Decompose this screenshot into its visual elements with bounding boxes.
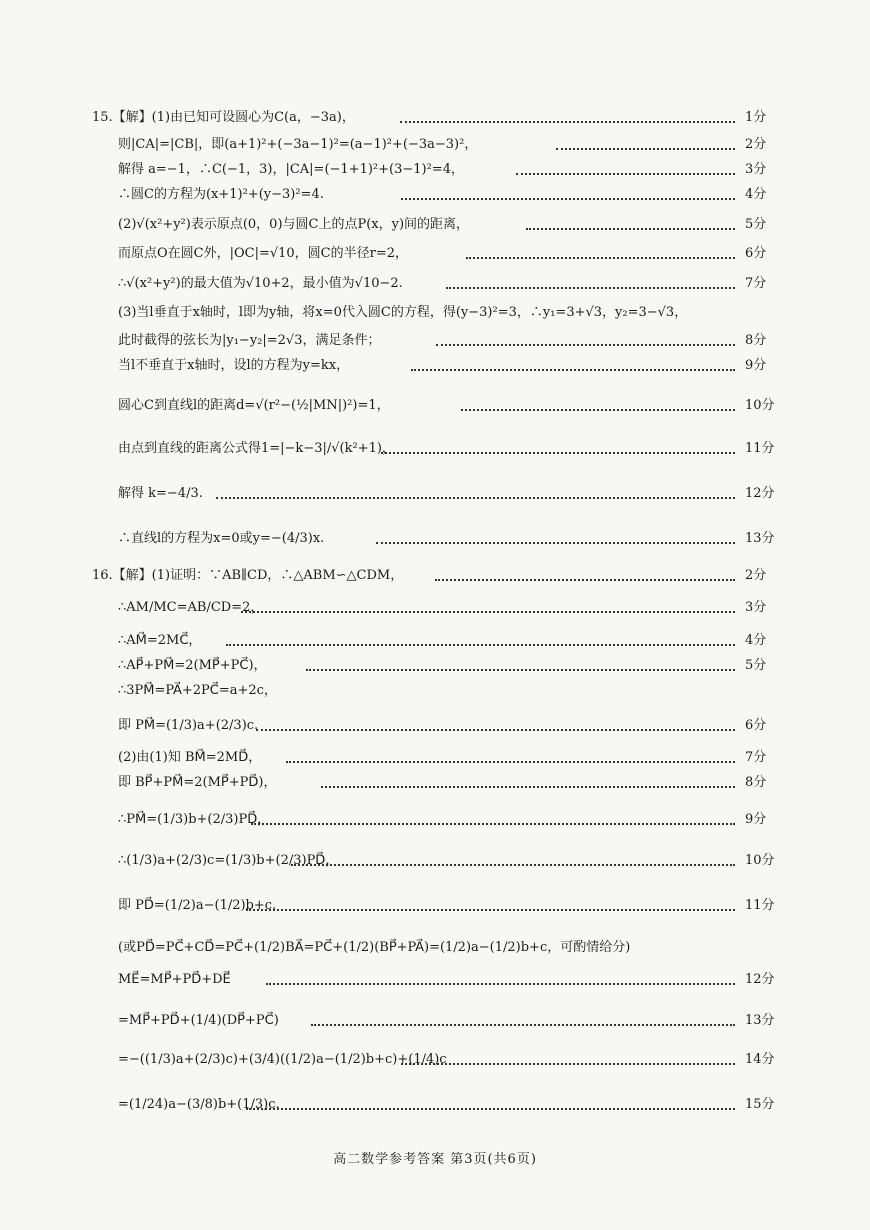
dot-leader bbox=[306, 667, 735, 671]
dot-leader bbox=[291, 862, 735, 866]
score-label: 9分 bbox=[745, 812, 767, 827]
answer-text: 15.【解】(1)由已知可设圆心为C(a，−3a)， bbox=[92, 110, 355, 125]
dot-leader bbox=[381, 450, 735, 454]
score-label: 12分 bbox=[745, 972, 775, 987]
dot-leader bbox=[516, 171, 735, 175]
answer-text: (或PD⃗=PC⃗+CD⃗=PC⃗+(1/2)BA⃗=PC⃗+(1/2)(BP⃗+PA⃗)=(1/2)a−(1/2)b+c，可酌情给分) bbox=[118, 940, 631, 955]
score-label: 9分 bbox=[745, 358, 767, 373]
score-label: 11分 bbox=[745, 898, 775, 913]
answer-text: =(1/24)a−(3/8)b+(1/3)c. bbox=[118, 1097, 280, 1112]
dot-leader bbox=[256, 727, 735, 731]
dot-leader bbox=[286, 759, 735, 763]
score-label: 12分 bbox=[745, 486, 775, 501]
score-label: 1分 bbox=[745, 110, 767, 125]
dot-leader bbox=[216, 495, 735, 499]
score-label: 2分 bbox=[745, 137, 767, 152]
score-label: 2分 bbox=[745, 568, 767, 583]
score-label: 3分 bbox=[745, 162, 767, 177]
dot-leader bbox=[556, 146, 735, 150]
dot-leader bbox=[401, 1061, 735, 1065]
answer-text: 解得 a=−1，∴C(−1，3)，|CA|=(−1+1)²+(3−1)²=4， bbox=[118, 162, 464, 177]
score-label: 14分 bbox=[745, 1052, 775, 1067]
dot-leader bbox=[400, 119, 735, 123]
answer-text: 即 BP⃗+PM⃗=2(MP⃗+PD⃗)， bbox=[118, 775, 277, 790]
dot-leader bbox=[526, 226, 735, 230]
score-label: 8分 bbox=[745, 333, 767, 348]
score-label: 3分 bbox=[745, 600, 767, 615]
dot-leader bbox=[321, 784, 735, 788]
answer-text: (2)由(1)知 BM⃗=2MD⃗， bbox=[118, 750, 262, 765]
answer-text: 解得 k=−4/3. bbox=[118, 486, 203, 501]
answer-text: ∴圆C的方程为(x+1)²+(y−3)²=4. bbox=[118, 187, 324, 202]
answer-text: 即 PD⃗=(1/2)a−(1/2)b+c. bbox=[118, 898, 277, 913]
score-label: 5分 bbox=[745, 217, 767, 232]
answer-text: 圆心C到直线l的距离d=√(r²−(½|MN|)²)=1， bbox=[118, 398, 390, 413]
answer-text: =−((1/3)a+(2/3)c)+(3/4)((1/2)a−(1/2)b+c)+(1/4)c bbox=[118, 1052, 447, 1067]
score-label: 10分 bbox=[745, 853, 775, 868]
dot-leader bbox=[446, 285, 735, 289]
score-label: 4分 bbox=[745, 187, 767, 202]
dot-leader bbox=[251, 821, 735, 825]
answer-text: ∴AM⃗=2MC⃗， bbox=[118, 633, 202, 648]
answer-text: 即 PM⃗=(1/3)a+(2/3)c. bbox=[118, 718, 259, 733]
dot-leader bbox=[466, 255, 735, 259]
score-label: 13分 bbox=[745, 531, 775, 546]
answer-text: ∴(1/3)a+(2/3)c=(1/3)b+(2/3)PD⃗， bbox=[118, 853, 339, 868]
dot-leader bbox=[435, 577, 735, 581]
score-label: 7分 bbox=[745, 276, 767, 291]
dot-leader bbox=[266, 981, 735, 985]
dot-leader bbox=[246, 1106, 735, 1110]
dot-leader bbox=[241, 609, 735, 613]
dot-leader bbox=[246, 907, 735, 911]
answer-text: ∴AM/MC=AB/CD=2， bbox=[118, 600, 264, 615]
answer-text: ME⃗=MP⃗+PD⃗+DE⃗ bbox=[118, 972, 231, 987]
page-footer: 高二数学参考答案 第3页(共6页) bbox=[333, 1152, 537, 1167]
answer-text: 由点到直线的距离公式得1=|−k−3|/√(k²+1)， bbox=[118, 441, 395, 456]
answer-text: ∴3PM⃗=PA⃗+2PC⃗=a+2c， bbox=[118, 683, 277, 698]
score-label: 13分 bbox=[745, 1013, 775, 1028]
dot-leader bbox=[436, 342, 735, 346]
answer-text: (2)√(x²+y²)表示原点(0，0)与圆C上的点P(x，y)间的距离， bbox=[118, 217, 470, 232]
answer-text: ∴AP⃗+PM⃗=2(MP⃗+PC⃗)， bbox=[118, 658, 267, 673]
answer-text: 则|CA|=|CB|，即(a+1)²+(−3a−1)²=(a−1)²+(−3a−3)²， bbox=[118, 137, 478, 152]
score-label: 11分 bbox=[745, 441, 775, 456]
answer-text: (3)当l垂直于x轴时，l即为y轴，将x=0代入圆C的方程，得(y−3)²=3，∴y₁=3+√3，y₂=3−√3， bbox=[118, 305, 688, 320]
answer-text: 16.【解】(1)证明：∵AB∥CD，∴△ABM∽△CDM， bbox=[92, 568, 404, 583]
score-label: 6分 bbox=[745, 246, 767, 261]
score-label: 7分 bbox=[745, 750, 767, 765]
dot-leader bbox=[461, 407, 735, 411]
answer-text: =MP⃗+PD⃗+(1/4)(DP⃗+PC⃗) bbox=[118, 1013, 279, 1028]
score-label: 8分 bbox=[745, 775, 767, 790]
score-label: 4分 bbox=[745, 633, 767, 648]
score-label: 6分 bbox=[745, 718, 767, 733]
answer-text: 此时截得的弦长为|y₁−y₂|=2√3，满足条件； bbox=[118, 333, 381, 348]
answer-text: ∴PM⃗=(1/3)b+(2/3)PD⃗， bbox=[118, 812, 271, 827]
answer-text: ∴直线l的方程为x=0或y=−(4/3)x. bbox=[118, 531, 325, 546]
dot-leader bbox=[311, 1022, 735, 1026]
dot-leader bbox=[411, 367, 735, 371]
dot-leader bbox=[226, 642, 735, 646]
score-label: 10分 bbox=[745, 398, 775, 413]
answer-text: ∴√(x²+y²)的最大值为√10+2，最小值为√10−2. bbox=[118, 276, 403, 291]
score-label: 5分 bbox=[745, 658, 767, 673]
dot-leader bbox=[376, 540, 735, 544]
answer-text: 而原点O在圆C外，|OC|=√10，圆C的半径r=2， bbox=[118, 246, 409, 261]
dot-leader bbox=[401, 196, 735, 200]
answer-text: 当l不垂直于x轴时，设l的方程为y=kx， bbox=[118, 358, 350, 373]
score-label: 15分 bbox=[745, 1097, 775, 1112]
